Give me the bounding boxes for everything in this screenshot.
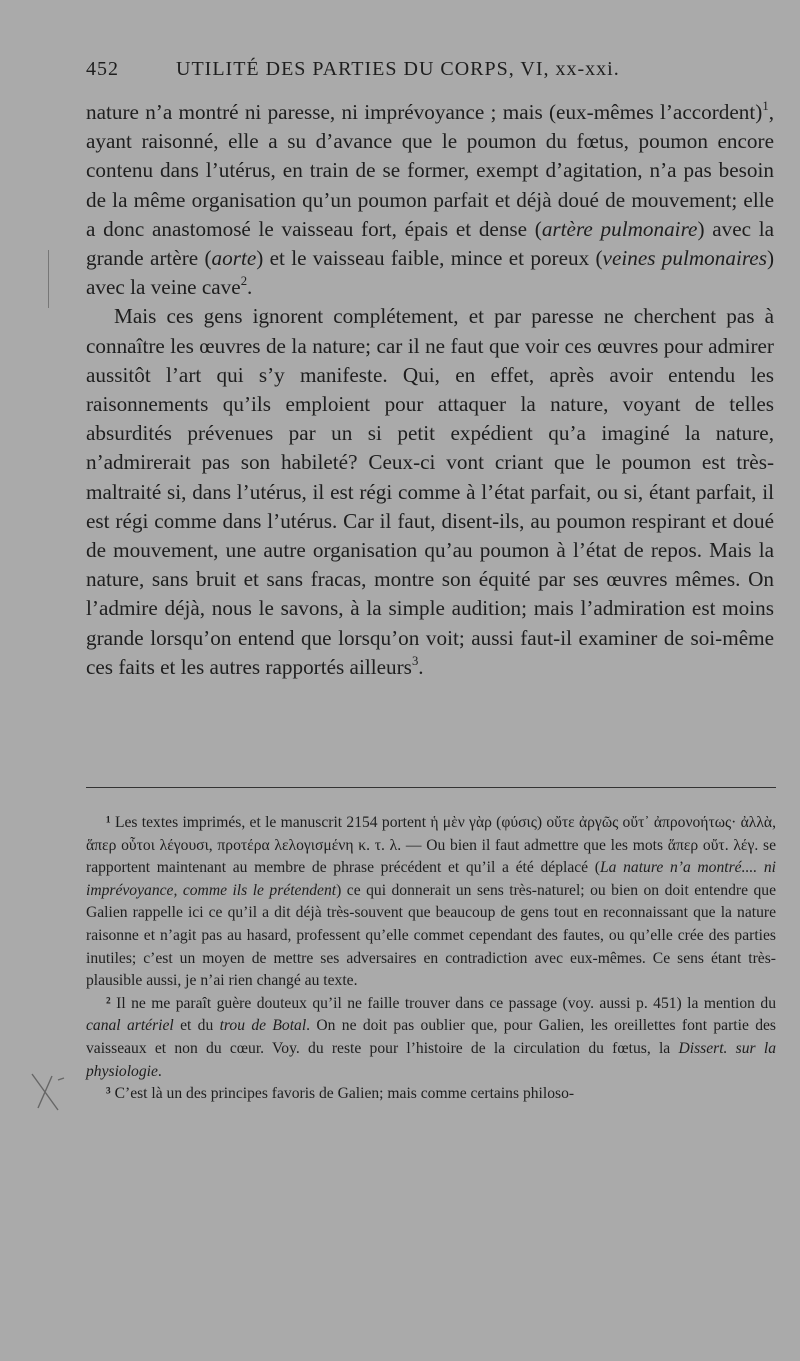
- footnote-3: [86, 1083, 776, 1106]
- text-run: , ayant raisonné, elle a su d’avance que le poumon du fœtus, poumon encore contenu dans l’utérus, en train de se former, exempt d’agitation, n’a pas besoin de la même organisation qu’un poumon parfait et déjà doué de mouvement; elle a donc anastomosé le vaisseau fort, épais et dense (: [86, 100, 774, 241]
- margin-cross-mark: [28, 1070, 68, 1114]
- footnotes: [86, 812, 776, 1106]
- margin-pencil-mark: [48, 250, 51, 308]
- italic-term: trou de Botal: [219, 1017, 307, 1035]
- text-run: ) et le vaisseau faible, mince et poreux (: [256, 246, 603, 271]
- footnote-2: [86, 993, 776, 1083]
- footnote-divider: [86, 787, 776, 788]
- italic-term: La nature n’a montré.... ni imprévoyance, comme ils le prétendent: [86, 859, 777, 899]
- text-run: Il ne me paraît guère douteux qu’il ne faille trouver dans ce passage (voy. aussi p. 451) la mention du: [116, 994, 776, 1012]
- footnote-ref-3: 3: [411, 653, 419, 668]
- text-run: .: [247, 275, 253, 300]
- text-run: .: [157, 1062, 162, 1080]
- italic-term: aorte: [211, 246, 257, 271]
- text-run: .: [418, 654, 424, 679]
- text-run: nature n’a montré ni paresse, ni imprévoyance ; mais (eux-mêmes l’accordent): [86, 100, 763, 124]
- footnote-mark: ¹: [106, 814, 111, 831]
- footnote-mark: ²: [106, 994, 111, 1012]
- running-head: [86, 58, 776, 86]
- text-run: ) ce qui donnerait un sens très-naturel; ou bien on doit entendre que Galien rappelle ici ce qu’il a dit déjà très-souvent que beaucoup de gens tout en reconnaissant que la nature raisonne et n’agit pas au hasard, professent qu’elle commet cependant des fautes, ou qu’elle crée des parties inutiles; c’est un moyen de mettre ses adversaires en contradiction avec eux-mêmes. Ce sens étant très-plausible aussi, je n’ai rien changé au texte.: [86, 881, 776, 990]
- main-text: [86, 98, 774, 682]
- footnote-mark: ³: [106, 1085, 111, 1103]
- text-run: . On ne doit pas oublier que, pour Galien, les oreillettes font partie des vaisseaux et non du cœur. Voy. du reste pour l’histoire de la circulation du fœtus, la: [86, 1017, 776, 1057]
- italic-term: veines pulmonaires: [602, 246, 767, 271]
- text-run: C’est là un des principes favoris de Galien; mais comme certains philoso-: [114, 1085, 575, 1103]
- paragraph-2: [86, 302, 774, 682]
- italic-term: artère pulmonaire: [541, 216, 698, 241]
- text-run: ) avec la grande artère (: [86, 216, 774, 271]
- text-run: ) avec la veine cave: [86, 246, 774, 300]
- italic-term: Dissert. sur la physiologie: [86, 1039, 776, 1080]
- text-run: Les textes imprimés, et le manuscrit 2154 portent ἡ μὲν γὰρ (φύσις) οὔτε ἀργῶς οὔτ᾽ ἀπρονοήτως· ἀλλὰ, ἅπερ οὗτοι λέγουσι, προτέρα λελογισμένη κ. τ. λ. — Ou bien il faut admettre que les mots ἅπερ οὔτ. λέγ. se rapportent maintenant au membre de phrase précédent et qu’il a été déplacé (: [86, 814, 776, 877]
- text-run: et du: [173, 1017, 220, 1035]
- page-number: 452: [86, 58, 119, 80]
- italic-term: canal artériel: [86, 1017, 174, 1035]
- paragraph-1: [86, 98, 774, 302]
- footnote-ref-2: 2: [240, 274, 248, 289]
- footnote-1: [86, 812, 776, 993]
- text-run: Mais ces gens ignorent complétement, et par paresse ne cherchent pas à connaître les œuvres de la nature; car il ne faut que voir ces œuvres pour admirer aussitôt l’art qui s’y manifeste. Qui, en effet, après avoir entendu les raisonnements qu’ils emploient pour attaquer la nature, voyant de telles absurdités prévenues par un si petit expédient qu’a imaginé la nature, n’admirerait pas son habileté? Ceux-ci vont criant que le poumon est très-maltraité si, dans l’utérus, il est régi comme à l’état parfait, ou si, étant parfait, il est régi comme dans l’utérus. Car il faut, disent-ils, au poumon respirant et doué de mouvement, une autre organisation qu’au poumon à l’état de repos. Mais la nature, sans bruit et sans fracas, montre son équité par ses œuvres mêmes. On l’admire déjà, nous le savons, à la simple audition; mais l’admiration est moins grande lorsqu’on entend que lorsqu’on voit; aussi faut-il examiner de soi-même ces faits et les autres rapportés ailleurs: [86, 304, 774, 679]
- running-title: UTILITÉ DES PARTIES DU CORPS, VI, xx-xxi.: [176, 58, 620, 80]
- footnote-ref-1: 1: [762, 99, 769, 114]
